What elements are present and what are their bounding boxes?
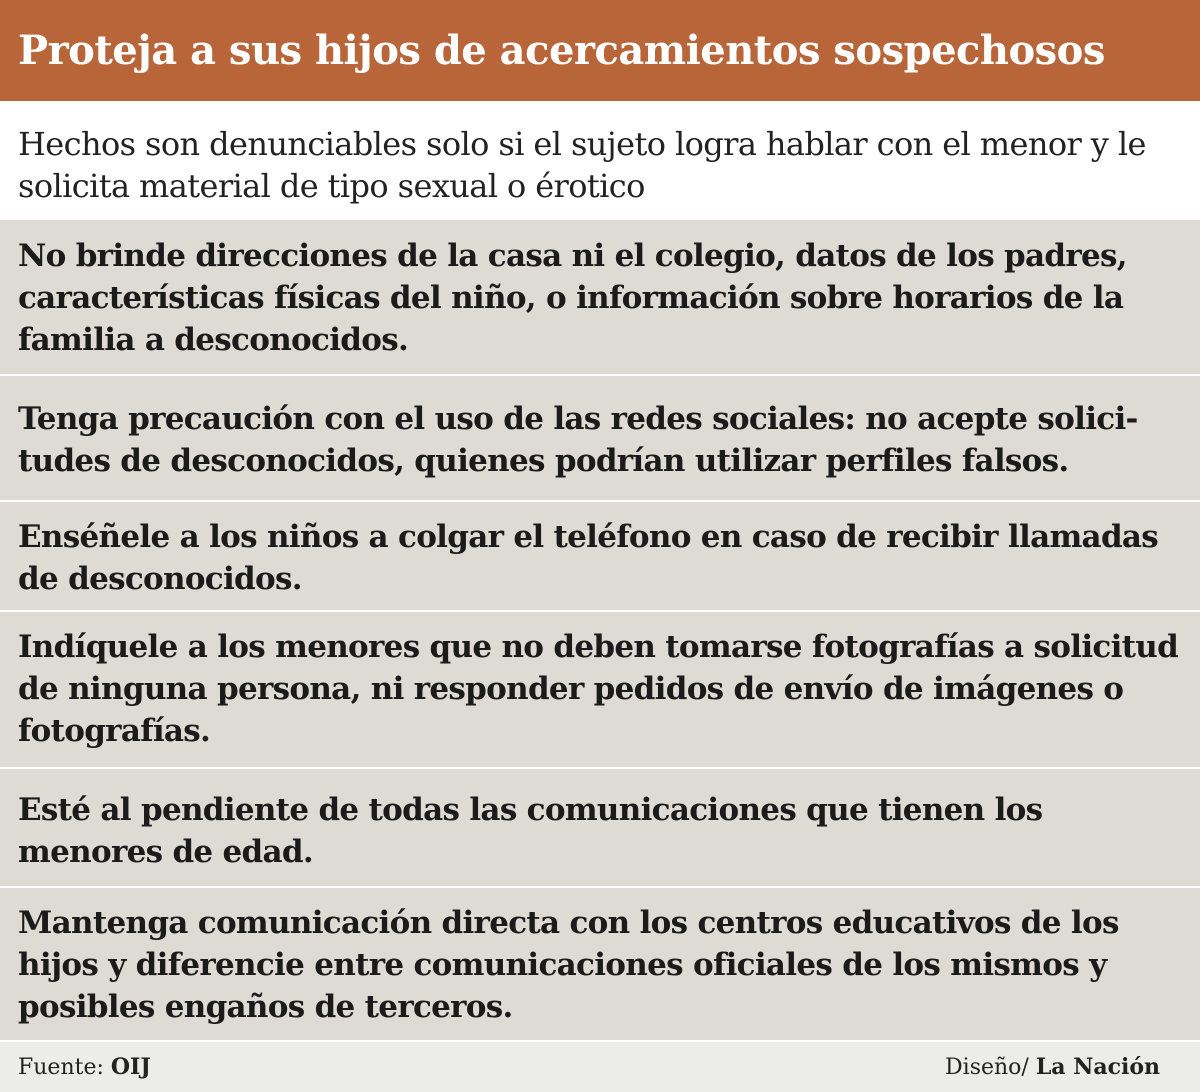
source-label: Fuente:	[18, 1055, 111, 1080]
tip-text: Mantenga comunicación directa con los centros educativos de los hijos y diferencie entre comunicaciones oficiales de los mismos y posibles engaños de terceros.	[18, 905, 1119, 1025]
source-name: OIJ	[110, 1054, 151, 1080]
design-name: La Nación	[1035, 1054, 1160, 1080]
design-label: Diseño/	[945, 1055, 1036, 1080]
tip-item	[0, 374, 1200, 500]
tip-item	[0, 610, 1200, 767]
tip-text: Enséñele a los niños a colgar el teléfono en caso de recibir llamadas de desconocidos.	[18, 519, 1159, 597]
footer	[0, 1040, 1200, 1092]
tip-item	[0, 886, 1200, 1040]
tip-text: No brinde direcciones de la casa ni el colegio, datos de los padres, características físicas del niño, o información sobre horarios de la familia a desconocidos.	[18, 238, 1127, 358]
tip-text: Tenga precaución con el uso de las redes sociales: no acepte solici-tudes de desconocidos, quienes podrían utilizar perfiles falsos.	[18, 401, 1138, 479]
tip-item	[0, 767, 1200, 886]
design-credit	[945, 1054, 1160, 1080]
tip-text: Indíquele a los menores que no deben tomarse fotografías a solicitud de ninguna persona, ni responder pedidos de envío de imágenes o fotografías.	[18, 629, 1179, 749]
source-credit	[18, 1054, 151, 1080]
tip-item	[0, 218, 1200, 374]
intro-text: Hechos son denunciables solo si el sujeto logra hablar con el menor y le solicita material de tipo sexual o érotico	[0, 101, 1200, 218]
tip-item	[0, 500, 1200, 610]
tip-text: Esté al pendiente de todas las comunicaciones que tienen los menores de edad.	[18, 792, 1043, 870]
title-banner	[0, 0, 1200, 101]
page-title: Proteja a sus hijos de acercamientos sospechosos	[18, 27, 1105, 74]
